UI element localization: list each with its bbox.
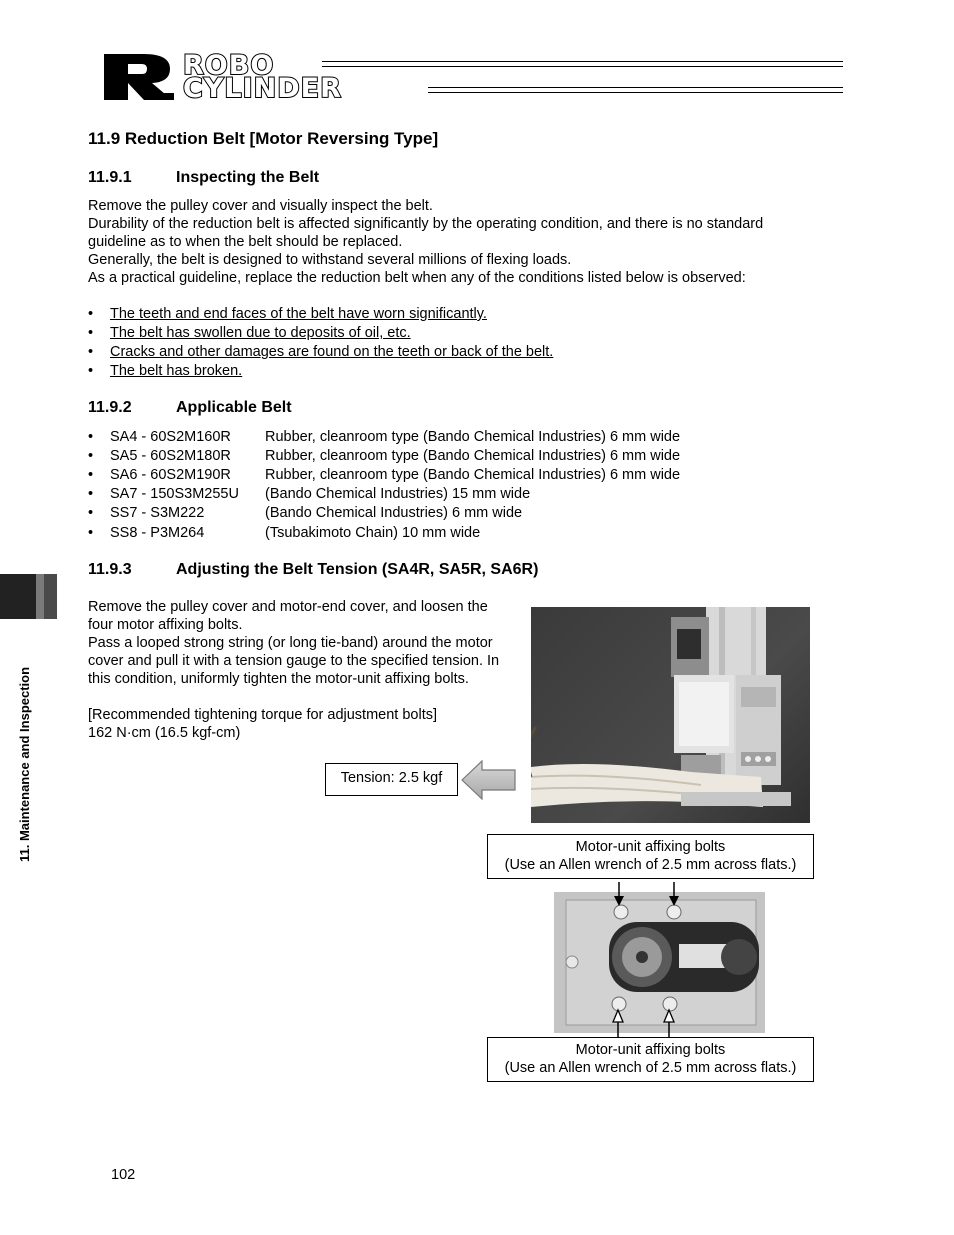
paragraph-line: Durability of the reduction belt is affected significantly by the operating condition, and there is no standard: [88, 216, 764, 232]
belt-model: SS8 - P3M264: [110, 525, 205, 541]
subsection-title-1: Inspecting the Belt: [176, 169, 320, 186]
belt-model: SA7 - 150S3M255U: [110, 486, 239, 502]
paragraph-line: guideline as to when the belt should be replaced.: [88, 234, 403, 250]
actuator-photo: [531, 607, 810, 823]
belt-model: SA4 - 60S2M160R: [110, 429, 231, 445]
rc-logo-icon: [100, 52, 178, 102]
belt-description: (Bando Chemical Industries) 15 mm wide: [265, 486, 531, 502]
callout-line: (Use an Allen wrench of 2.5 mm across flats.): [504, 1060, 797, 1076]
subsection-title-3: Adjusting the Belt Tension (SA4R, SA5R, SA6R): [176, 561, 539, 578]
paragraph-line: Generally, the belt is designed to withstand several millions of flexing loads.: [88, 252, 572, 268]
subsection-number-2: 11.9.2: [88, 399, 132, 416]
paragraph-line: As a practical guideline, replace the reduction belt when any of the conditions listed below is observed:: [88, 270, 746, 286]
torque-note: [88, 706, 533, 742]
belt-description: (Bando Chemical Industries) 6 mm wide: [265, 505, 523, 521]
section-title: 11.9 Reduction Belt [Motor Reversing Type]: [88, 129, 439, 148]
header-rule-bottom: [428, 87, 843, 93]
paragraph-line: Remove the pulley cover and visually inspect the belt.: [88, 198, 433, 214]
paragraph-line: cover and pull it with a tension gauge to the specified tension. In: [88, 653, 500, 669]
callout-line: Motor-unit affixing bolts: [575, 1042, 726, 1058]
page-number: 102: [111, 1167, 136, 1183]
side-tab-label: 11. Maintenance and Inspection: [17, 666, 32, 862]
list-item: • SS8 - P3M264 (Tsubakimoto Chain) 10 mm wide: [88, 525, 481, 541]
logo-text-robo: ROBO: [183, 50, 275, 81]
belt-description: Rubber, cleanroom type (Bando Chemical Industries) 6 mm wide: [265, 448, 681, 464]
bolt-arrows-icon: [600, 880, 690, 1045]
belt-model: SA5 - 60S2M180R: [110, 448, 231, 464]
list-item: • SA6 - 60S2M190R Rubber, cleanroom type (Bando Chemical Industries) 6 mm wide: [88, 467, 681, 483]
tension-label: Tension: 2.5 kgf: [340, 770, 443, 786]
subsection-number-1: 11.9.1: [88, 169, 132, 186]
left-arrow-icon: [460, 759, 518, 801]
side-tab-marker: [0, 574, 57, 619]
list-item: • SA7 - 150S3M255U (Bando Chemical Industries) 15 mm wide: [88, 486, 531, 502]
list-item: • SA4 - 60S2M160R Rubber, cleanroom type (Bando Chemical Industries) 6 mm wide: [88, 429, 681, 445]
logo-text-cylinder: CYLINDER: [183, 73, 342, 104]
subsection-number-3: 11.9.3: [88, 561, 132, 578]
belt-model: SA6 - 60S2M190R: [110, 467, 231, 483]
callout-top: [487, 834, 814, 879]
list-item: • SS7 - S3M222 (Bando Chemical Industries) 6 mm wide: [88, 505, 523, 521]
paragraph-line: four motor affixing bolts.: [88, 617, 243, 633]
subsection-title-2: Applicable Belt: [176, 399, 292, 416]
torque-line: [Recommended tightening torque for adjustment bolts]: [88, 707, 438, 723]
header-rule-top: [322, 61, 843, 67]
header-logo: [100, 52, 845, 102]
list-item: • SA5 - 60S2M180R Rubber, cleanroom type (Bando Chemical Industries) 6 mm wide: [88, 448, 681, 464]
paragraph-line: Pass a looped strong string (or long tie-band) around the motor: [88, 635, 493, 651]
tension-label-box: [325, 763, 458, 796]
paragraph-line: Remove the pulley cover and motor-end cover, and loosen the: [88, 599, 488, 615]
belt-description: (Tsubakimoto Chain) 10 mm wide: [265, 525, 481, 541]
inspection-paragraph: [88, 197, 848, 287]
belt-model: SS7 - S3M222: [110, 505, 205, 521]
torque-line: 162 N·cm (16.5 kgf-cm): [88, 725, 241, 741]
callout-line: Motor-unit affixing bolts: [575, 839, 726, 855]
belt-list: [88, 428, 848, 544]
belt-description: Rubber, cleanroom type (Bando Chemical Industries) 6 mm wide: [265, 467, 681, 483]
callout-line: (Use an Allen wrench of 2.5 mm across flats.): [504, 857, 797, 873]
callout-bottom: [487, 1037, 814, 1082]
paragraph-line: this condition, uniformly tighten the motor-unit affixing bolts.: [88, 671, 469, 687]
tension-paragraph: [88, 598, 533, 688]
belt-description: Rubber, cleanroom type (Bando Chemical Industries) 6 mm wide: [265, 429, 681, 445]
